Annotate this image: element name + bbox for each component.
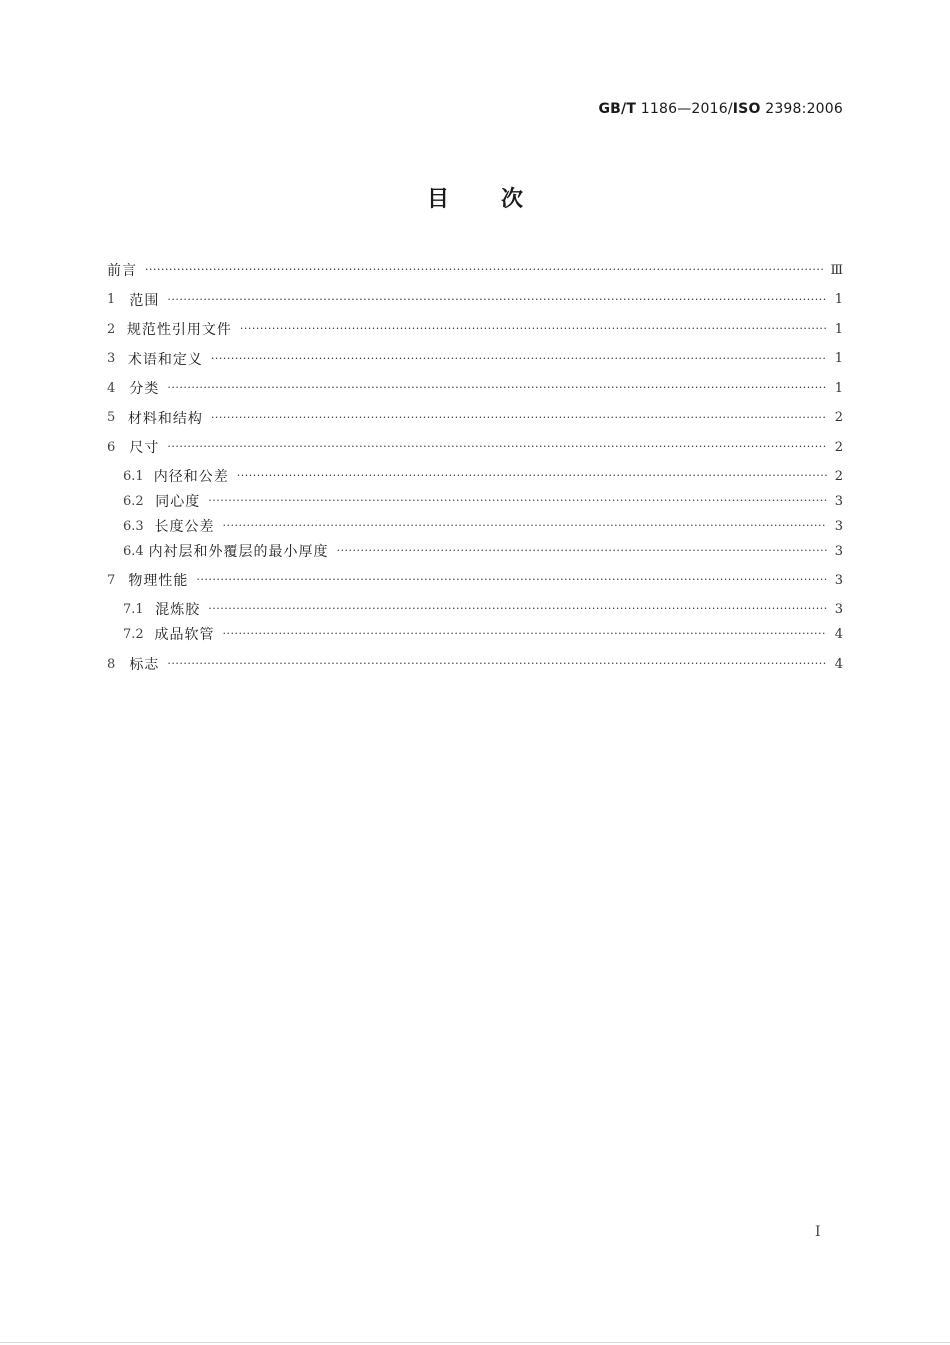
page-title: 目次 (426, 187, 575, 212)
toc-entry-label: 材料和结构 (127, 410, 203, 427)
toc-entry-page: 3 (834, 518, 843, 534)
page-number: I (815, 1224, 821, 1240)
toc-entry-page: 2 (834, 468, 843, 484)
toc-leader-dots (167, 376, 827, 400)
toc-leader-dots (167, 288, 827, 312)
toc-leader-dots (237, 464, 827, 488)
toc-entry-page: 4 (834, 656, 843, 672)
toc-entry-number: 3 (107, 351, 116, 366)
toc-entry-label: 尺寸 (129, 440, 160, 456)
iso-code-prefix: ISO (732, 101, 761, 117)
toc-entry-label: 同心度 (155, 494, 201, 510)
standard-header (598, 101, 843, 117)
toc-entry-label: 分类 (129, 381, 160, 397)
toc-entry-label: 范围 (129, 292, 160, 309)
toc-subentry[interactable] (123, 539, 843, 563)
toc-entry[interactable] (107, 435, 843, 459)
toc-leader-dots (196, 568, 827, 592)
toc-leader-dots (167, 652, 827, 676)
toc-entry-label: 内衬层和外覆层的最小厚度 (148, 544, 329, 560)
toc-entry[interactable] (107, 317, 843, 341)
toc-entry-label: 混炼胶 (155, 602, 201, 618)
toc-leader-dots (240, 317, 827, 341)
toc-entry-number: 6.2 (123, 493, 144, 509)
toc-entry[interactable] (107, 406, 843, 430)
toc-entry-number: 4 (107, 380, 116, 396)
toc-entry-number: 5 (107, 410, 116, 425)
toc-entry-page: 3 (834, 572, 843, 588)
toc-leader-dots (167, 435, 827, 459)
toc-entry-page: 4 (834, 626, 843, 642)
toc-entry[interactable] (107, 347, 843, 371)
toc-entry-number: 8 (107, 656, 116, 672)
toc-entry-page: 3 (834, 543, 843, 559)
toc-subentry[interactable] (123, 464, 843, 488)
toc-entry-label: 物理性能 (128, 573, 189, 589)
toc-entry-page: 1 (834, 351, 843, 366)
toc-entry-label: 长度公差 (154, 519, 215, 535)
toc-entry-label: 规范性引用文件 (126, 322, 232, 338)
toc-entry-number: 6.1 (123, 468, 144, 484)
toc-entry-number: 6.4 (123, 543, 144, 559)
toc-subentry[interactable] (123, 489, 843, 513)
toc-entry-number: 7.2 (123, 626, 144, 642)
toc-entry-number: 2 (107, 321, 116, 337)
toc-entry-page: 3 (834, 493, 843, 509)
toc-entry-number: 7 (107, 572, 116, 588)
toc-entry-label: 术语和定义 (127, 351, 203, 368)
toc-entry[interactable] (107, 568, 843, 592)
toc-entry-label: 内径和公差 (153, 469, 229, 485)
toc-subentry[interactable] (123, 597, 843, 621)
toc-leader-dots (223, 514, 827, 538)
toc-leader-dots (223, 622, 827, 646)
toc-entry[interactable] (107, 652, 843, 676)
toc-leader-dots (208, 597, 827, 621)
toc-entry-page: 3 (834, 601, 843, 617)
toc-entry-label: 标志 (129, 657, 160, 673)
toc-entry-page: 1 (834, 292, 843, 307)
toc-leader-dots (208, 489, 827, 513)
toc-entry-number: 7.1 (123, 601, 144, 617)
toc-subentry[interactable] (123, 514, 843, 538)
toc-leader-dots (337, 539, 827, 563)
toc-leader-dots (145, 258, 824, 282)
toc-entry-number: 6 (107, 439, 116, 455)
toc-entry[interactable] (107, 258, 843, 282)
toc-entry-number: 1 (107, 292, 116, 307)
toc-leader-dots (211, 347, 827, 371)
standard-code-number: 1186—2016/ (640, 101, 733, 117)
toc-entry-label: 成品软管 (154, 627, 215, 643)
toc-entry-number: 6.3 (123, 518, 144, 534)
toc-entry-label: 前言 (107, 263, 137, 279)
toc-entry-page: 2 (834, 439, 843, 455)
standard-code-prefix: GB/T (598, 101, 637, 117)
toc-entry-page: 1 (834, 321, 843, 337)
iso-code-number: 2398:2006 (765, 101, 843, 117)
toc-leader-dots (211, 406, 827, 430)
toc-subentry[interactable] (123, 622, 843, 646)
toc-entry-page: 1 (834, 380, 843, 396)
toc-entry[interactable] (107, 376, 843, 400)
toc-entry-page: 2 (834, 410, 843, 425)
toc-entry-page: Ⅲ (830, 262, 843, 278)
toc-entry[interactable] (107, 288, 843, 312)
